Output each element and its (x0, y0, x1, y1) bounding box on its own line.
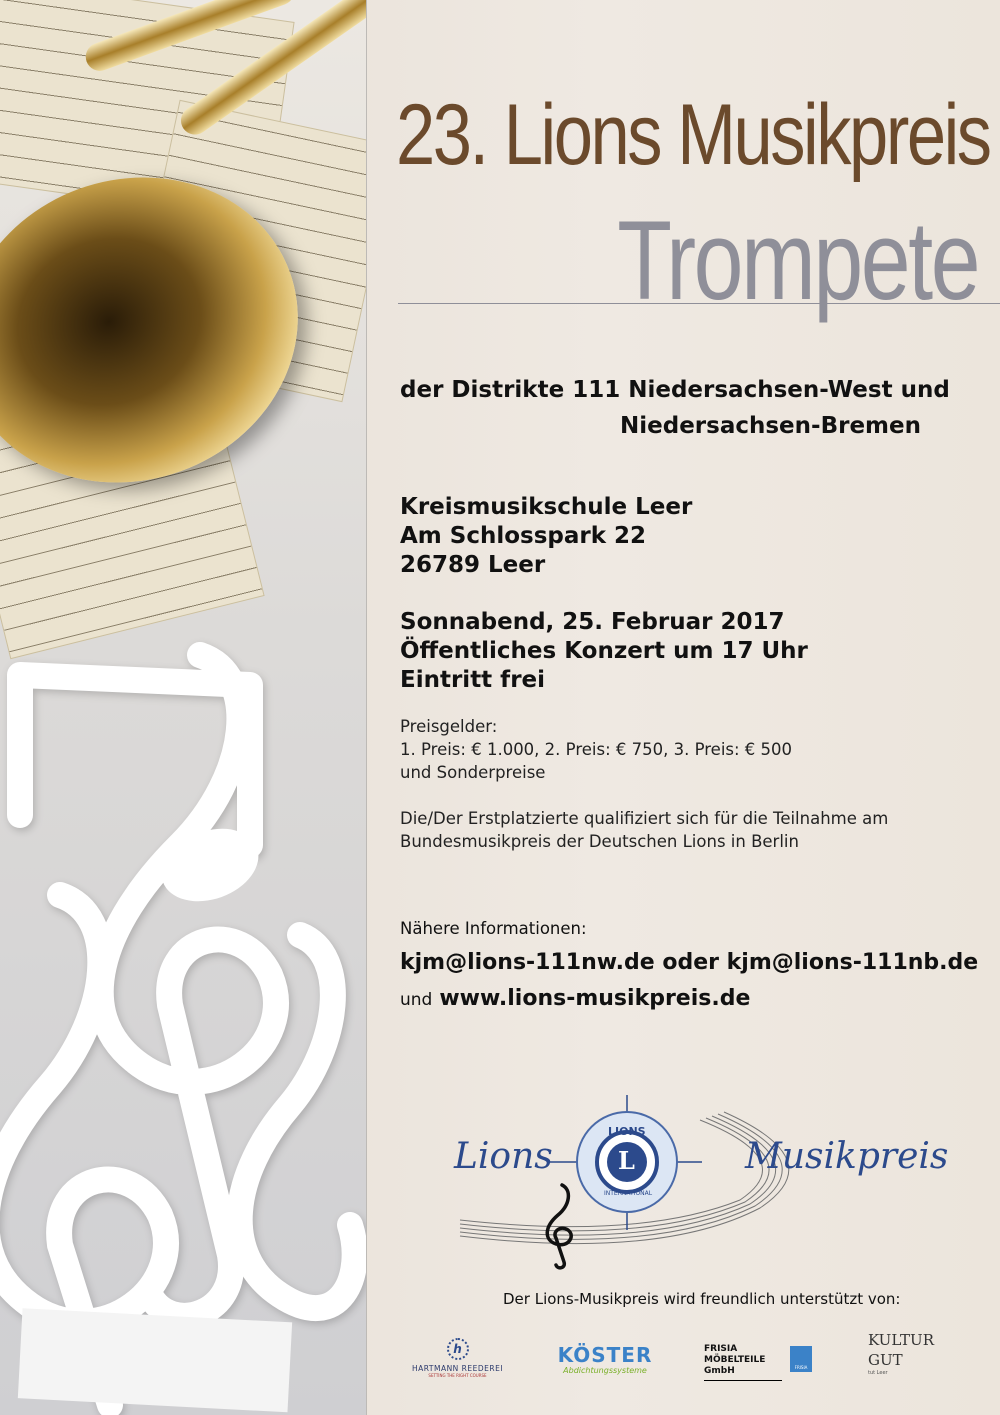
trumpet-clef-illustration (0, 0, 367, 1415)
hartmann-logo-icon: h (447, 1338, 469, 1360)
emblem-top-text: LIONS (608, 1125, 646, 1138)
page-title: 23. Lions Musikpreis (396, 87, 990, 183)
qualification-line2: Bundesmusikpreis der Deutschen Lions in Berlin (400, 832, 799, 851)
sponsor-frisia[interactable]: FRISIA MÖBELTEILE GmbH FRISIA (704, 1344, 814, 1381)
sponsors-label: Der Lions-Musikpreis wird freundlich unterstützt von: (503, 1290, 901, 1308)
prizes-amounts: 1. Preis: € 1.000, 2. Preis: € 750, 3. Preis: € 500 (400, 740, 793, 759)
event-concert: Öffentliches Konzert um 17 Uhr (400, 638, 808, 664)
prizes-label: Preisgelder: (400, 717, 498, 736)
contact-emails[interactable]: kjm@lions-111nw.de oder kjm@lions-111nb.de (400, 950, 979, 975)
districts-line2: Niedersachsen-Bremen (620, 413, 921, 439)
venue-city: 26789 Leer (400, 552, 546, 578)
lions-musikpreis-logo (440, 1090, 960, 1270)
emblem-center-letter: L (618, 1146, 635, 1175)
event-admission: Eintritt frei (400, 667, 546, 693)
prizes-special: und Sonderpreise (400, 763, 546, 782)
emblem-bottom-text: INTERNATIONAL (604, 1190, 653, 1197)
sponsor-koester[interactable]: KÖSTER Abdichtungssysteme (557, 1343, 653, 1375)
website-link[interactable]: www.lions-musikpreis.de (439, 986, 751, 1011)
decorative-clefs-icon (0, 615, 366, 1415)
sponsor-kultur-gut[interactable]: KULTUR GUT tut Leer (868, 1331, 934, 1376)
sponsor-hartmann-reederei[interactable]: h HARTMANN REEDEREI SETTING THE RIGHT COURSE (400, 1338, 515, 1378)
info-und: und (400, 990, 433, 1010)
venue-name: Kreismusikschule Leer (400, 494, 693, 520)
districts-line1: der Distrikte 111 Niedersachsen-West und (400, 377, 950, 403)
logo-lions-text: Lions (454, 1136, 553, 1177)
frisia-logo-icon: FRISIA (790, 1346, 812, 1372)
event-date: Sonnabend, 25. Februar 2017 (400, 609, 785, 635)
qualification-line1: Die/Der Erstplatzierte qualifiziert sich für die Teilnahme am (400, 809, 889, 828)
venue-street: Am Schlosspark 22 (400, 523, 647, 549)
logo-musikpreis-text: Musikpreis (745, 1136, 949, 1177)
title-divider (398, 303, 1000, 304)
instrument-title: Trompete (617, 198, 978, 323)
info-label: Nähere Informationen: (400, 919, 587, 938)
